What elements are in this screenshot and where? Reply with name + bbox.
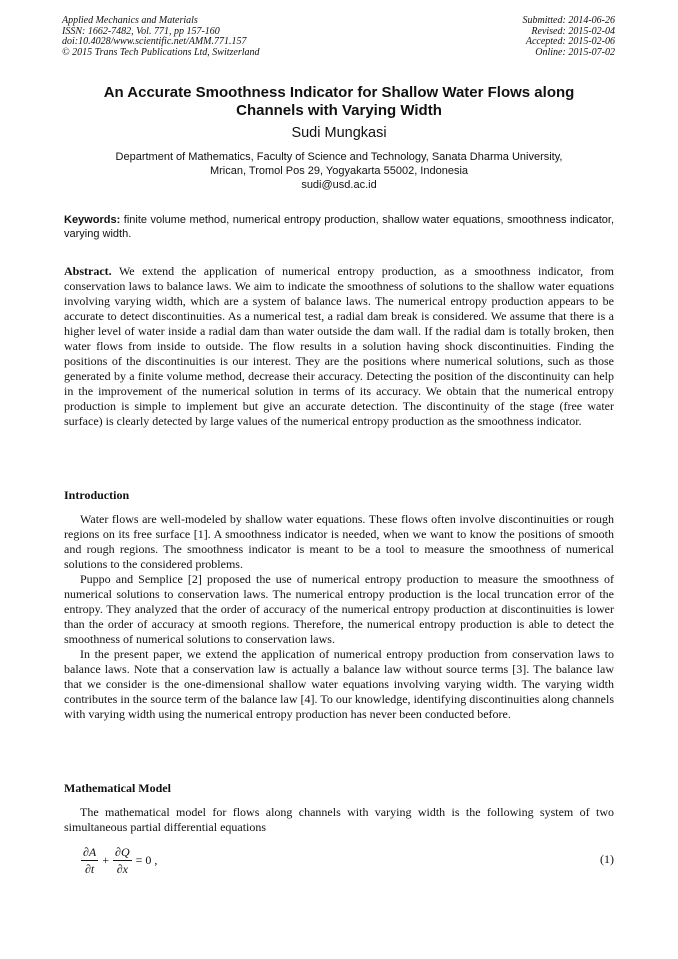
keywords <box>64 213 614 241</box>
fraction-dA-dt <box>81 845 98 876</box>
date-submitted: Submitted: 2014-06-26 <box>522 15 615 26</box>
publication-dates <box>523 16 616 58</box>
date-online: Online: 2015-07-02 <box>535 46 615 58</box>
equation-number: (1) <box>600 852 614 866</box>
affiliation-line-1: Department of Mathematics, Faculty of Science and Technology, Sanata Dharma University, <box>115 151 563 163</box>
equation-rhs: = 0 , <box>135 852 158 867</box>
intro-paragraph-1: Water flows are well-modeled by shallow water equations. These flows often involve discontinuities or rough regions on its free surface [1]. A smoothness indicator is needed, when we want to know the positions of smooth and rough regions. The smoothness indicator is meant to be a tool to measure the smoothness of numerical solutions to the considered problems. <box>64 512 614 571</box>
model-section <box>64 781 614 835</box>
fraction-denominator: ∂x <box>116 861 128 876</box>
abstract-text: We extend the application of numerical entropy production, as a smoothness indicator, from conservation laws to balance laws. We aim to indicate the smoothness of solutions to the shallow water equations involving varying width, which are a system of balance laws. The numerical entropy production appears to be accurate to detect discontinuities. As a numerical test, a radial dam break is considered. We assume that there is a higher level of water inside a radial dam than water outside the dam wall. If the radial dam is totally broken, then water flows from inside to outside. The flow results in a solution having shock discontinuities. Finding the positions of the discontinuities is our interest. They are the positions where numerical solutions, such as those generated by a finite volume method, decrease their accuracy. Detecting the position of the discontinuity can help in the improvement of the numerical solution in terms of its accuracy. We obtain that the numerical entropy production is simple to implement but give an accurate detection. The discontinuity of the stage (free water surface) is clearly detected by large values of the numerical entropy production as the smoothness indicator. <box>64 264 614 428</box>
journal-info <box>62 16 260 58</box>
fraction-denominator: ∂t <box>85 861 95 876</box>
abstract-label: Abstract. <box>64 264 112 278</box>
journal-copyright: © 2015 Trans Tech Publications Ltd, Switzerland <box>62 46 260 58</box>
journal-name: Applied Mechanics and Materials <box>62 15 198 26</box>
title-line-1: An Accurate Smoothness Indicator for Shallow Water Flows along <box>103 84 575 101</box>
abstract <box>64 264 614 429</box>
date-accepted: Accepted: 2015-02-06 <box>525 36 615 47</box>
intro-paragraph-3: In the present paper, we extend the application of numerical entropy production from conservation laws to balance laws. Note that a conservation law is actually a balance law without source terms [3]. The balance law that we consider is the one-dimensional shallow water equations involving varying width. The varying width contributes in the source term of the balance law [4]. To our knowledge, identifying discontinuities along channels with varying width using the numerical entropy production has never been conducted before. <box>64 647 614 721</box>
keywords-label: Keywords: <box>64 214 121 226</box>
journal-doi: doi:10.4028/www.scientific.net/AMM.771.157 <box>62 36 247 47</box>
equation-body <box>80 842 160 878</box>
introduction-heading: Introduction <box>64 488 130 502</box>
journal-issn: ISSN: 1662-7482, Vol. 771, pp 157-160 <box>62 25 220 37</box>
author-name: Sudi Mungkasi <box>291 125 387 141</box>
fraction-numerator: ∂Q <box>115 844 130 859</box>
model-paragraph: The mathematical model for flows along channels with varying width is the following system of two simultaneous partial differential equations <box>64 805 614 834</box>
affiliation-line-2: Mrican, Tromol Pos 29, Yogyakarta 55002, Indonesia <box>209 165 469 177</box>
intro-paragraph-2: Puppo and Semplice [2] proposed the use of numerical entropy production to measure the smoothness of numerical solutions to conservation laws. The numerical entropy production is the local truncation error of the entropy. They analyzed that the order of accuracy of the numerical entropy production at discontinuities is lower than the order of accuracy at smooth regions. Therefore, the numerical entropy production is able to detect the smoothness of numerical solutions to conservation laws. <box>64 572 614 646</box>
model-heading: Mathematical Model <box>64 781 171 795</box>
plus-operator: + <box>102 852 110 867</box>
fraction-dQ-dx <box>113 845 132 876</box>
author-email: sudi@usd.ac.id <box>301 179 377 191</box>
paper-title <box>64 84 614 120</box>
affiliation <box>64 150 614 192</box>
fraction-numerator: ∂A <box>83 844 97 859</box>
keywords-text: finite volume method, numerical entropy production, shallow water equations, smoothness indicator, varying width. <box>64 214 614 240</box>
equation-1 <box>64 842 614 878</box>
date-revised: Revised: 2015-02-04 <box>531 25 615 37</box>
introduction-section <box>64 488 614 722</box>
title-line-2: Channels with Varying Width <box>236 102 442 119</box>
